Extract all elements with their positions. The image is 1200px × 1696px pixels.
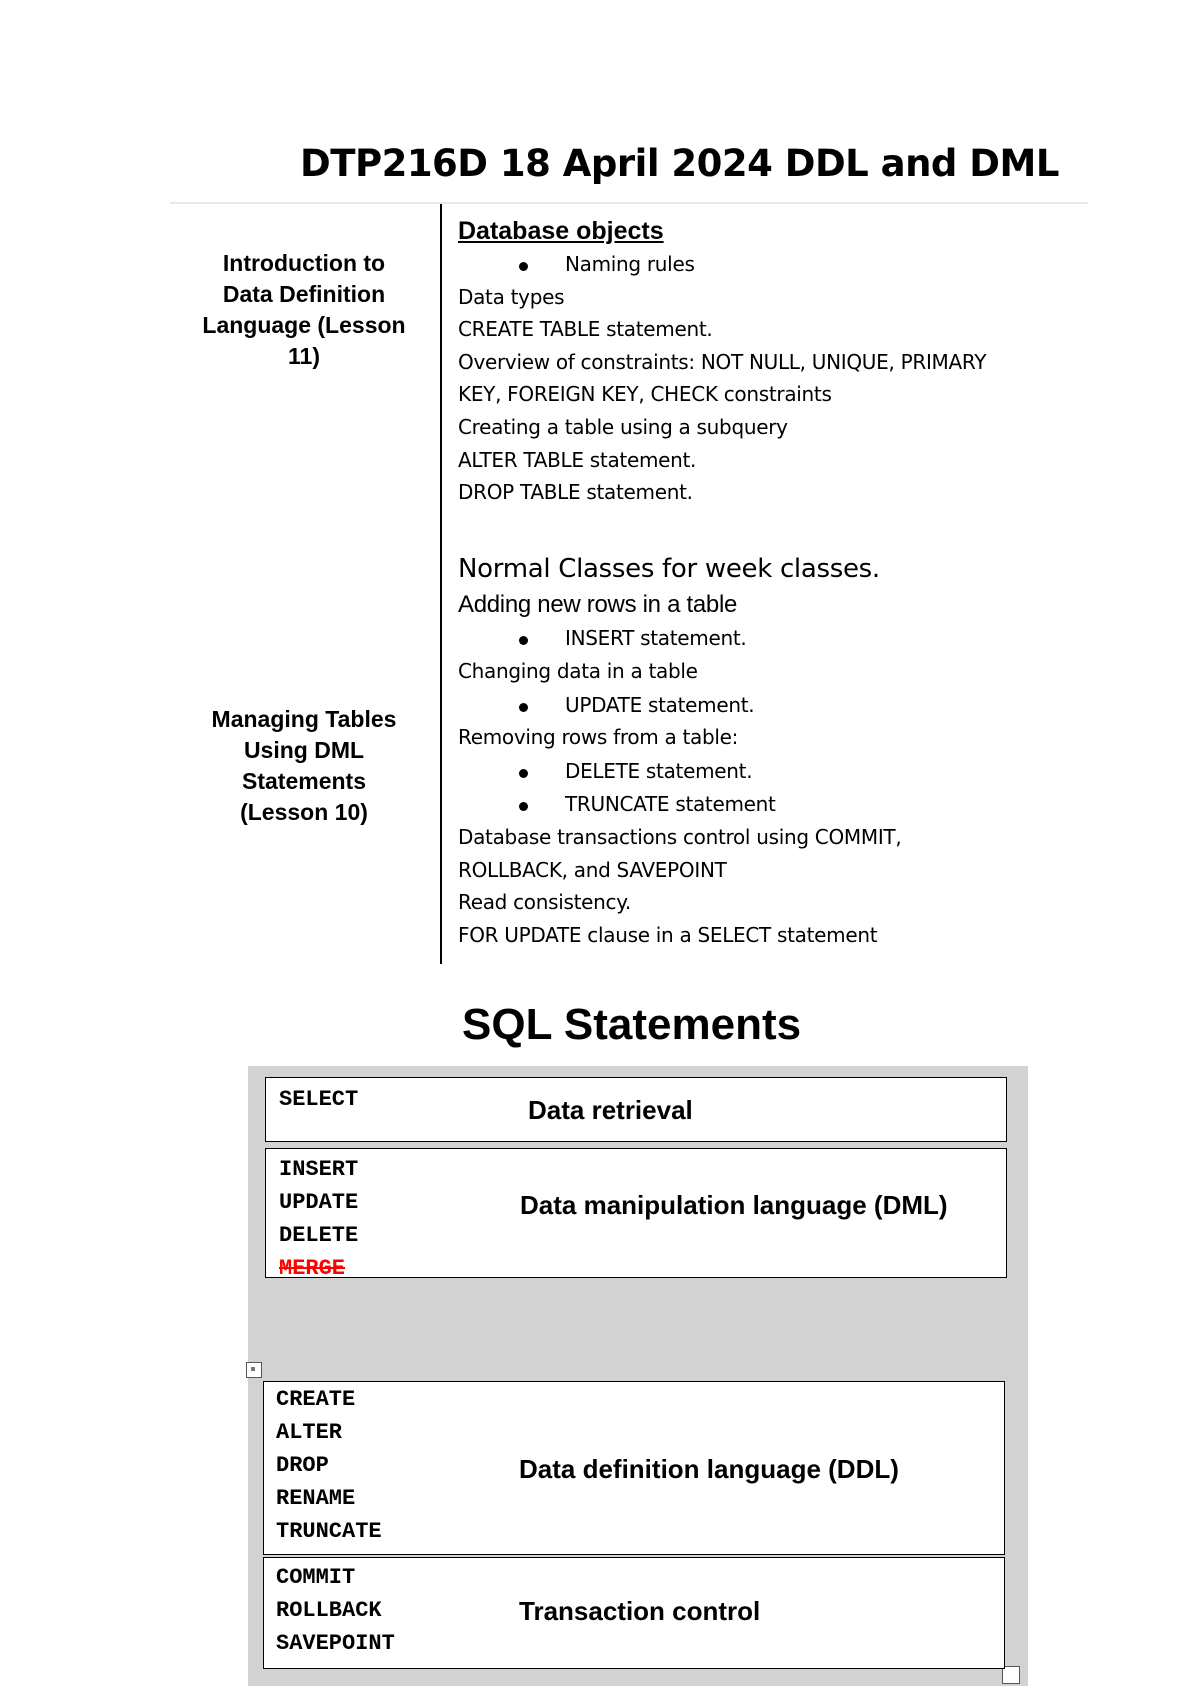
retrieval-label: Data retrieval: [528, 1095, 693, 1125]
image-anchor-icon: [246, 1362, 262, 1378]
keyword: CREATE: [276, 1387, 356, 1412]
transactions-line: ROLLBACK, and SAVEPOINT: [458, 858, 727, 882]
bullet-truncate: TRUNCATE statement: [565, 792, 776, 816]
database-objects-heading: Database objects: [458, 217, 664, 245]
dml-keywords: [279, 1153, 358, 1278]
keyword: DROP: [276, 1453, 329, 1478]
lesson-10-heading-line: Statements: [242, 768, 366, 794]
topic-line: Overview of constraints: NOT NULL, UNIQUE, PRIMARY: [458, 350, 987, 374]
lesson-11-heading-line: Language (Lesson: [202, 312, 406, 338]
keyword: TRUNCATE: [276, 1519, 382, 1544]
dml-label: Data manipulation language (DML): [520, 1190, 948, 1220]
keyword: ALTER: [276, 1420, 343, 1445]
normal-classes-note: Normal Classes for week classes.: [458, 554, 880, 584]
keyword: SAVEPOINT: [276, 1631, 395, 1656]
keyword: SELECT: [279, 1087, 359, 1112]
for-update-line: FOR UPDATE clause in a SELECT statement: [458, 923, 878, 947]
ddl-box: [263, 1381, 1005, 1555]
keyword: RENAME: [276, 1486, 356, 1511]
ddl-label: Data definition language (DDL): [519, 1454, 899, 1484]
bullet-update: UPDATE statement.: [565, 693, 755, 717]
read-consistency-line: Read consistency.: [458, 890, 631, 914]
bullet-delete: DELETE statement.: [565, 759, 753, 783]
changing-data-line: Changing data in a table: [458, 659, 698, 683]
topic-line: Data types: [458, 285, 565, 309]
keyword: INSERT: [279, 1157, 359, 1182]
lesson-10-heading-line: Using DML: [243, 737, 365, 763]
bullet-insert: INSERT statement.: [565, 626, 747, 650]
lesson-11-heading: [174, 248, 434, 372]
tcl-label: Transaction control: [519, 1596, 761, 1626]
bullet-icon: [519, 703, 528, 712]
keyword: DELETE: [279, 1223, 359, 1248]
bullet-icon: [519, 262, 528, 271]
topic-line: KEY, FOREIGN KEY, CHECK constraints: [458, 382, 832, 406]
removing-rows-line: Removing rows from a table:: [458, 725, 739, 749]
keyword: UPDATE: [279, 1190, 359, 1215]
tcl-keywords: [276, 1561, 395, 1660]
sql-statements-title: SQL Statements: [462, 1000, 802, 1049]
lesson-10-heading: [174, 704, 434, 828]
tcl-box: [263, 1557, 1005, 1669]
lesson-10-heading-line: Managing Tables: [211, 706, 397, 732]
ddl-keywords: [276, 1383, 382, 1548]
lesson-10-heading-line: (Lesson 10): [240, 799, 368, 825]
bullet-icon: [519, 769, 528, 778]
retrieval-box: [265, 1077, 1007, 1142]
page-title: DTP216D 18 April 2024 DDL and DML: [300, 142, 1059, 185]
keyword: ROLLBACK: [276, 1598, 382, 1623]
adding-rows-heading: Adding new rows in a table: [458, 591, 738, 618]
struck-keyword: MERGE: [279, 1256, 346, 1278]
topic-line: Creating a table using a subquery: [458, 415, 788, 439]
dml-box: [265, 1148, 1007, 1278]
bullet-icon: [519, 636, 528, 645]
transactions-line: Database transactions control using COMMIT,: [458, 825, 902, 849]
topic-line: CREATE TABLE statement.: [458, 317, 713, 341]
topic-line: ALTER TABLE statement.: [458, 448, 697, 472]
title-divider: [170, 202, 1088, 204]
keyword: COMMIT: [276, 1565, 356, 1590]
bullet-icon: [519, 802, 528, 811]
column-divider: [440, 204, 442, 964]
topic-line: DROP TABLE statement.: [458, 480, 693, 504]
bullet-naming-rules: Naming rules: [565, 252, 695, 276]
lesson-11-heading-line: Introduction to: [222, 250, 386, 276]
lesson-11-heading-line: 11): [288, 343, 320, 369]
lesson-11-heading-line: Data Definition: [222, 281, 386, 307]
